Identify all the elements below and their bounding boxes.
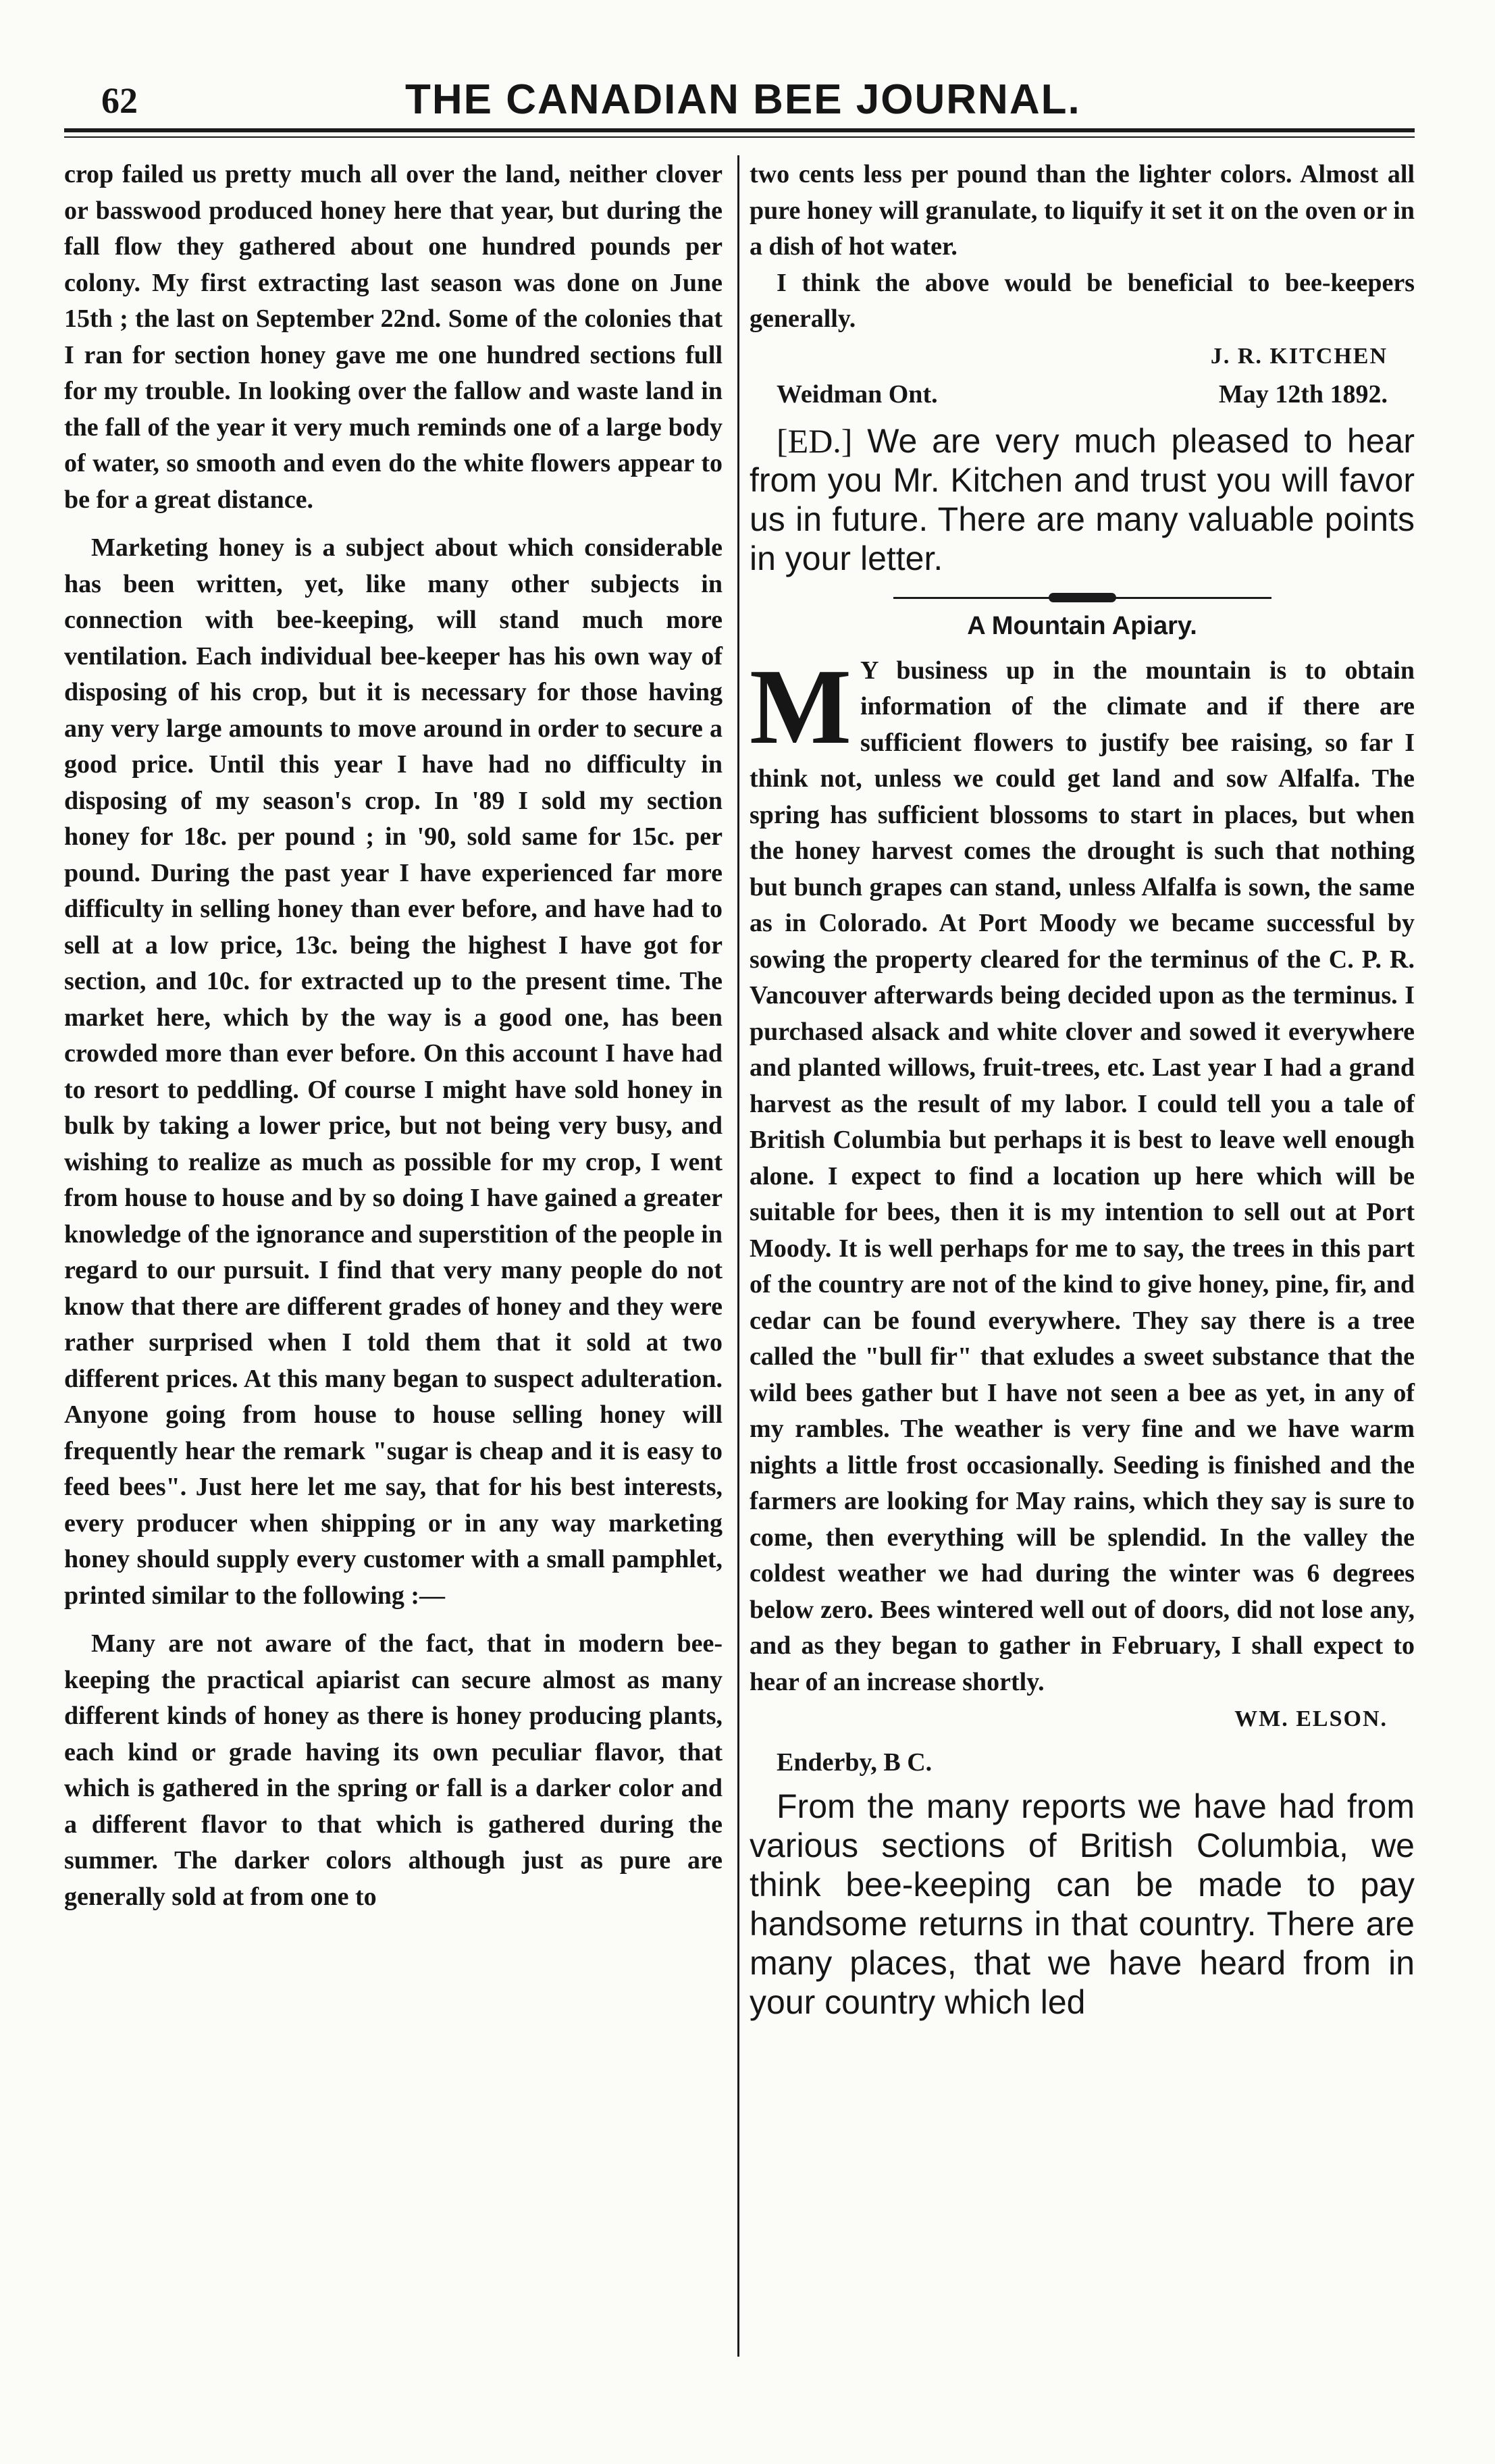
column-divider — [737, 155, 739, 2357]
left-paragraph-1: crop failed us pretty much all over the land, neither clover or basswood produced honey here that year, but during the fall flow they gathered about one hundred pounds per colony. My first extracting last season was done on June 15th ; the last on September 22nd. Some of the colonies that I ran for section honey gave me one hundred sections full for my trouble. In looking over the fallow and waste land in the fall of the year it very much reminds one of a large body of water, so smooth and even do the white flowers appear to be for a great distance. — [64, 160, 723, 514]
section-title: A Mountain Apiary. — [967, 611, 1197, 640]
right-paragraph-1: two cents less per pound than the lighter colors. Almost all pure honey will granulate, to liquify it set it on the oven or in a dish of hot water. — [750, 160, 1415, 261]
left-paragraph-3: Many are not aware of the fact, that in modern bee-keeping the practical apiarist can secure almost as many different kinds of honey as there is honey producing plants, each kind or grade having its own peculiar flavor, that which is gathered in the spring or fall is a darker color and a different flavor to that which is gathered during the summer. The darker colors although just as pure are generally sold at from one to — [64, 1629, 723, 1911]
right-paragraph-2: I think the above would be beneficial to bee-keepers generally. — [750, 268, 1415, 333]
letter-signature-place: Weidman Ont. — [777, 379, 938, 409]
closing-note — [750, 1787, 1415, 2022]
left-column — [64, 157, 723, 1915]
article-signature: WM. ELSON. — [1234, 1706, 1388, 1731]
right-column — [750, 157, 1415, 2022]
header-rule — [64, 128, 1415, 132]
editor-note — [750, 421, 1415, 578]
left-paragraph-2: Marketing honey is a subject about which considerable has been written, yet, like many other subjects in connection with bee-keeping, will stand much more ventilation. Each individual bee-keeper has his own way of disposing of his crop, but it is necessary for those having any very large amounts to move around in order to secure a good price. Until this year I have had no difficulty in disposing of my season's crop. In '89 I sold my section honey for 18c. per pound ; in '90, sold same for 15c. per pound. During the past year I have experienced far more difficulty in selling honey than ever before, and have had to sell at a low price, 13c. being the highest I have got for section, and 10c. for extracted up to the present time. The market here, which by the way is a good one, has been crowded more than ever before. On this account I have had to resort to peddling. Of course I might have sold honey in bulk by taking a lower price, but not being very busy, and wishing to realize as much as possible for my crop, I went from house to house and by so doing I have gained a greater knowledge of the ignorance and superstition of the people in regard to our pursuit. I find that very many people do not know that there are different grades of honey and they were rather surprised when I told them that it sold at two different prices. At this many began to suspect adulteration. Anyone going from house to house selling honey will frequently hear the remark "sugar is cheap and it is easy to feed bees". Just here let me say, that for his best interests, every producer when shipping or in any way marketing honey should supply every customer with a small pamphlet, printed similar to the following :— — [64, 533, 723, 1610]
article-paragraph: Y business up in the mountain is to obtain information of the climate and if there are sufficient flowers to justify bee raising, so far I think not, unless we could get land and sow Alfalfa. The spring has sufficient blossoms to start in places, but when the honey harvest comes the drought is such that nothing but bunch grapes can stand, unless Alfalfa is sown, the same as in Colorado. At Port Moody we became successful by sowing the property cleared for the terminus of the C. P. R. Vancouver afterwards being decided upon as the terminus. I purchased alsack and white clover and sowed it everywhere and planted willows, fruit-trees, etc. Last year I had a grand harvest as the result of my labor. I could tell you a tale of British Columbia but perhaps it is best to leave well enough alone. I expect to find a location up here which will be suitable for bees, then it is my intention to sell out at Port Moody. It is well perhaps for me to say, the trees in this part of the country are not of the kind to give honey, pine, fir, and cedar can be found everywhere. They say there is a tree called the "bull fir" that exludes a sweet substance that the wild bees gather but I have not seen a bee as yet, in any of my rambles. The weather is very fine and we have warm nights a little frost occasionally. Seeding is finished and the farmers are looking for May rains, which they say is sure to come, then everything will be splendid. In the valley the coldest weather we had during the winter was 6 degrees below zero. Bees wintered well out of doors, did not lose any, and as they began to gather in February, I shall expect to hear of an increase shortly. — [750, 656, 1415, 1696]
editor-tag: [ED.] — [777, 421, 853, 460]
letter-signature-line — [750, 375, 1415, 413]
article-body — [750, 646, 1415, 1701]
letter-signature-name: J. R. KITCHEN — [1210, 343, 1388, 369]
closing-text: From the many reports we have had from various sections of British Columbia, we think bee-keeping can be made to pay handsome returns in that country. There are many places, that we have heard from in your country which led — [750, 1787, 1415, 2021]
header-rule-thin — [64, 136, 1415, 138]
running-title: THE CANADIAN BEE JOURNAL. — [405, 76, 1081, 123]
page-number: 62 — [101, 80, 138, 121]
section-ornament — [893, 594, 1271, 601]
drop-cap: M — [750, 646, 852, 766]
article-place: Enderby, B C. — [777, 1748, 933, 1777]
letter-signature-date: May 12th 1892. — [1218, 379, 1388, 409]
editor-text: We are very much pleased to hear from you Mr. Kitchen and trust you will favor us in future. There are many valuable points in your letter. — [750, 421, 1415, 577]
